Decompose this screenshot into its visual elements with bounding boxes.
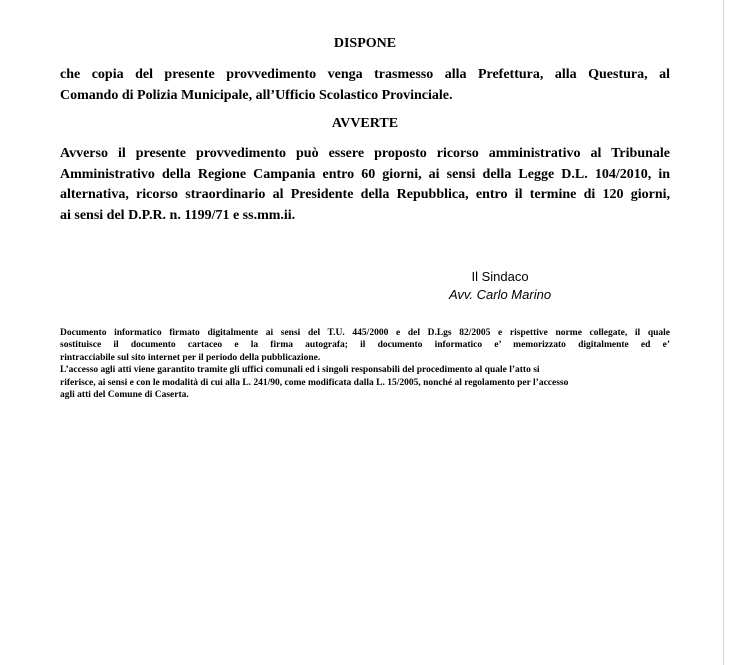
footnote-line: riferisce, ai sensi e con le modalità di cui alla L. 241/90, come modificata dalla L. 15/2005, nonché al regolamento per l’accesso [60,377,569,388]
avverte-line: ai sensi del D.P.R. n. 1199/71 e ss.mm.ii. [60,207,296,223]
dispone-line: Comando di Polizia Municipale, all’Ufficio Scolastico Provinciale. [60,87,453,103]
avverte-line: Amministrativo della Regione Campania entro 60 giorni, ai sensi della Legge D.L. 104/2010, in [60,166,670,182]
footnote-line: L’accesso agli atti viene garantito tramite gli uffici comunali ed i singoli responsabili del procedimento al quale l’atto si [60,365,540,376]
avverte-line: alternativa, ricorso straordinario al Presidente della Repubblica, entro il termine di 120 giorni, [60,187,670,202]
dispone-line: che copia del presente provvedimento venga trasmesso alla Prefettura, alla Questura, al [60,67,670,82]
signature-name: Avv. Carlo Marino [448,287,552,302]
avverte-line: Avverso il presente provvedimento può essere proposto ricorso amministrativo al Tribunale [60,146,670,161]
footnote-line: agli atti del Comune di Caserta. [60,390,189,401]
dispone-heading: DISPONE [333,36,397,51]
legal-footnote [60,327,670,401]
footnote-line: rintracciabile sul sito internet per il periodo della pubblicazione. [60,352,321,363]
signature-block [440,268,560,304]
page-edge [723,0,724,665]
avverte-heading: AVVERTE [331,116,399,131]
signature-role: Il Sindaco [471,269,529,284]
dispone-paragraph [60,65,670,106]
footnote-line: sostituisce il documento cartaceo e la firma autografa; il documento informatico e’ memorizzato digitalmente ed e’ [60,340,670,351]
footnote-line: Documento informatico firmato digitalmente ai sensi del T.U. 445/2000 e del D.Lgs 82/2005 e rispettive norme collegate, il quale [60,328,670,338]
avverte-paragraph [60,144,670,226]
